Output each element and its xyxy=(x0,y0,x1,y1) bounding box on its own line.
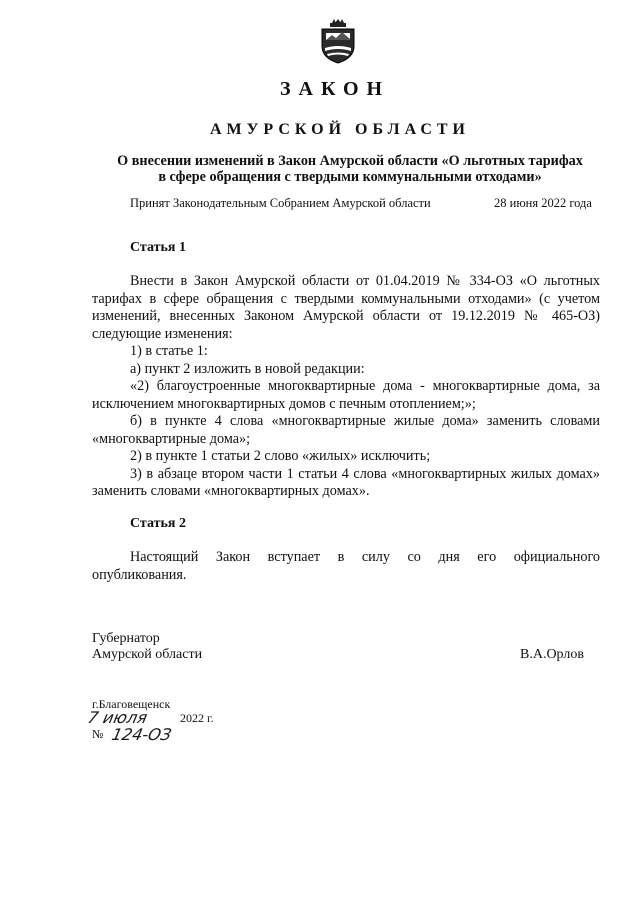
footer-number-handwritten: 124-ОЗ xyxy=(109,725,174,744)
article-1-item-3: 3) в абзаце втором части 1 статьи 4 слова «многоквартирных жилых домах» заменить словами «многоквартирных домах». xyxy=(92,465,600,499)
signature-position xyxy=(92,631,202,663)
signature-position-line-1: Губернатор xyxy=(92,631,160,646)
subtitle-line-1: О внесении изменений в Закон Амурской области «О льготных тарифах xyxy=(117,153,583,169)
footer-year: 2022 г. xyxy=(180,711,214,725)
accepted-by: Принят Законодательным Собранием Амурской области xyxy=(130,196,431,210)
article-1-item-2: 2) в пункте 1 статьи 2 слово «жилых» исключить; xyxy=(130,448,431,464)
article-1-item-1a-text: «2) благоустроенные многоквартирные дома - многоквартирные дома, за исключением многоквартирных домов с печным отоплением;»; xyxy=(92,378,600,412)
article-2-text: Настоящий Закон вступает в силу со дня его официального опубликования. xyxy=(92,549,600,583)
accepted-date: 28 июня 2022 года xyxy=(494,196,592,210)
signature-name: В.А.Орлов xyxy=(520,647,584,662)
footer-city: г.Благовещенск xyxy=(92,697,171,711)
law-subtitle xyxy=(90,153,610,185)
coat-of-arms-icon xyxy=(318,18,358,64)
article-2-body xyxy=(92,549,600,584)
region-title: АМУРСКОЙ ОБЛАСТИ xyxy=(210,121,470,138)
article-1-intro: Внести в Закон Амурской области от 01.04.2019 № 334-ОЗ «О льготных тарифах в сфере обращения с твердыми коммунальными отходами» (с учетом изменений, внесенных Законом Амурской области от 19.12.2019 № 465-ОЗ) следующие изменения: xyxy=(92,273,600,342)
article-1-item-1b: б) в пункте 4 слова «многоквартирные жилые дома» заменить словами «многоквартирные дома»; xyxy=(92,413,600,447)
article-1-item-1a: а) пункт 2 изложить в новой редакции: xyxy=(130,360,365,377)
article-2-heading: Статья 2 xyxy=(130,516,186,531)
article-1-body xyxy=(92,273,600,501)
subtitle-line-2: в сфере обращения с твердыми коммунальными отходами» xyxy=(158,169,542,185)
footer-number-prefix: № xyxy=(92,727,104,741)
signature-position-line-2: Амурской области xyxy=(92,647,203,662)
article-1-item-1: 1) в статье 1: xyxy=(130,343,208,359)
law-title: ЗАКОН xyxy=(279,78,391,100)
footer-date-handwritten: 7 июля xyxy=(85,708,150,727)
article-1-heading: Статья 1 xyxy=(130,240,186,255)
